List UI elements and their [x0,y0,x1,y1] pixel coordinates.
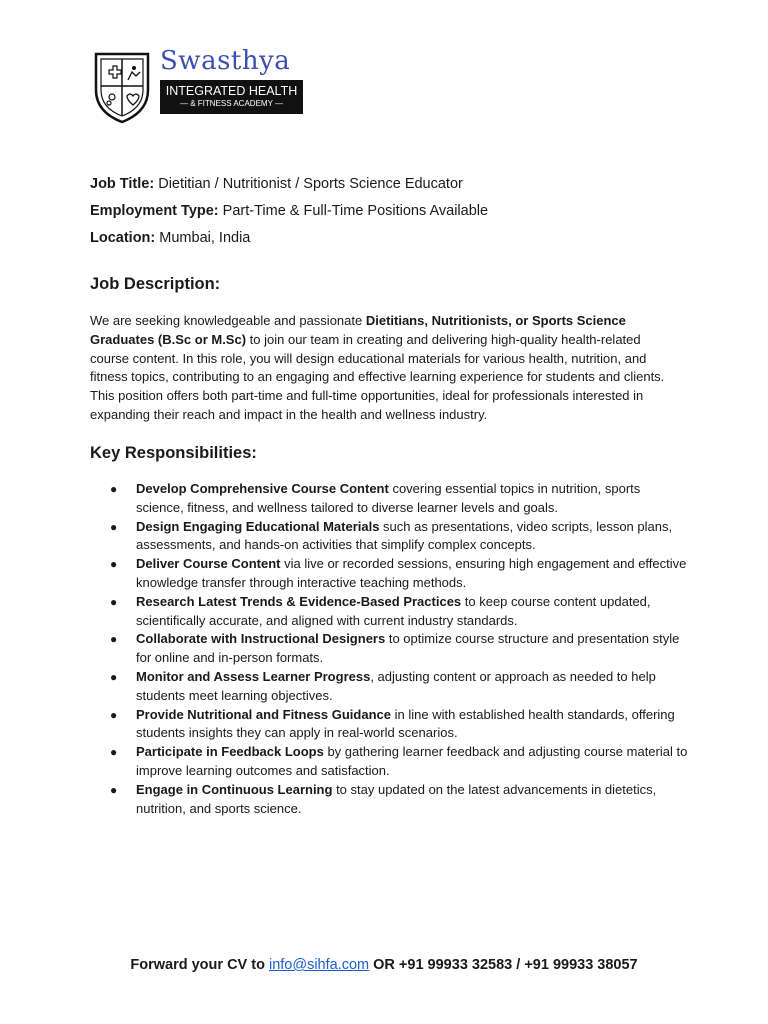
list-item [90,706,690,744]
list-item-bold: Participate in Feedback Loops [136,744,324,760]
job-title-label: Job Title: [90,176,155,192]
list-item-bold: Monitor and Assess Learner Progress [136,668,371,684]
description-text-start: We are seeking knowledgeable and passionate [90,313,366,328]
brand-tagline-line2: — & FITNESS ACADEMY — [180,99,283,108]
bullet-icon: ● [110,557,118,572]
job-description-heading: Job Description: [90,275,221,293]
list-item [90,781,690,819]
list-item-text: by gathering learner feedback and adjusting course material to improve learning outcomes and satisfaction. [136,744,688,778]
list-item [90,555,690,593]
list-item-text: , adjusting content or approach as needed to help students meet learning objectives. [136,668,656,703]
job-title-value: Dietitian / Nutritionist / Sports Science Educator [158,176,463,192]
location-field [90,230,250,246]
list-item-text: such as presentations, video scripts, lesson plans, assessments, and hands-on activities that simplify complex concepts. [136,518,673,553]
list-item-text: covering essential topics in nutrition, sports science, fitness, and wellness tailored to diverse learner levels and goals. [136,481,641,515]
responsibilities-list [90,480,690,818]
list-item-text: to optimize course structure and presentation style for online and in-person formats. [136,631,680,666]
list-item-text: in line with established health standards, offering students insights they can apply in real-world scenarios. [136,706,675,741]
bullet-icon: ● [110,707,118,722]
list-item-text: via live or recorded sessions, ensuring high engagement and effective knowledge transfer through interactive teaching methods. [136,556,687,590]
list-item [90,480,690,518]
brand-tagline-box [160,80,303,114]
bullet-icon: ● [110,669,118,684]
bullet-icon: ● [110,782,118,797]
email-link[interactable]: info@sihfa.com [268,957,370,973]
employment-type-field [90,203,488,219]
brand-name: Swasthya [160,46,291,76]
list-item-bold: Design Engaging Educational Materials [136,518,380,534]
bullet-icon: ● [110,745,118,760]
job-title-field [90,176,463,192]
location-value: Mumbai, India [159,230,251,246]
contact-footer [0,957,768,973]
list-item [90,630,690,668]
list-item [90,743,690,781]
bullet-icon: ● [110,632,118,647]
brand-tagline-line1: INTEGRATED HEALTH [165,84,298,98]
employment-type-value: Part-Time & Full-Time Positions Available [222,203,489,219]
footer-phone-numbers: OR +91 99933 32583 / +91 99933 38057 [369,957,638,973]
list-item-text: to keep course content updated, scientifically accurate, and aligned with current industry standards. [136,593,651,628]
bullet-icon: ● [110,594,118,609]
location-label: Location: [90,230,156,246]
description-text-end: to join our team in creating and delivering high-quality health-related course content. In this role, you will design educational materials for various health, nutrition, and fitness topics, contributing to an engaging and effective learning experience for students and clients. This position offers both part-time and full-time opportunities, ideal for professionals interested in expanding their reach and impact in the health and wellness industry. [90,331,665,422]
bullet-icon: ● [110,482,118,496]
list-item-bold: Provide Nutritional and Fitness Guidance [136,706,391,722]
description-text-bold: Dietitians, Nutritionists, or Sports Science Graduates (B.Sc or M.Sc) [90,313,626,347]
job-description-text [90,312,680,425]
footer-prefix: Forward your CV to [130,957,269,973]
list-item-bold: Deliver Course Content [136,556,281,572]
list-item-bold: Develop Comprehensive Course Content [136,481,389,496]
shield-crest-icon [92,50,152,124]
list-item-text: to stay updated on the latest advancements in dietetics, nutrition, and sports science. [136,781,657,816]
list-item-bold: Research Latest Trends & Evidence-Based Practices [136,593,462,609]
key-responsibilities-heading: Key Responsibilities: [90,444,257,462]
list-item [90,593,690,631]
academy-logo [92,44,312,124]
employment-type-label: Employment Type: [90,203,219,219]
list-item-bold: Engage in Continuous Learning [136,781,333,797]
list-item-bold: Collaborate with Instructional Designers [136,631,386,647]
list-item [90,518,690,556]
list-item [90,668,690,706]
bullet-icon: ● [110,519,118,534]
